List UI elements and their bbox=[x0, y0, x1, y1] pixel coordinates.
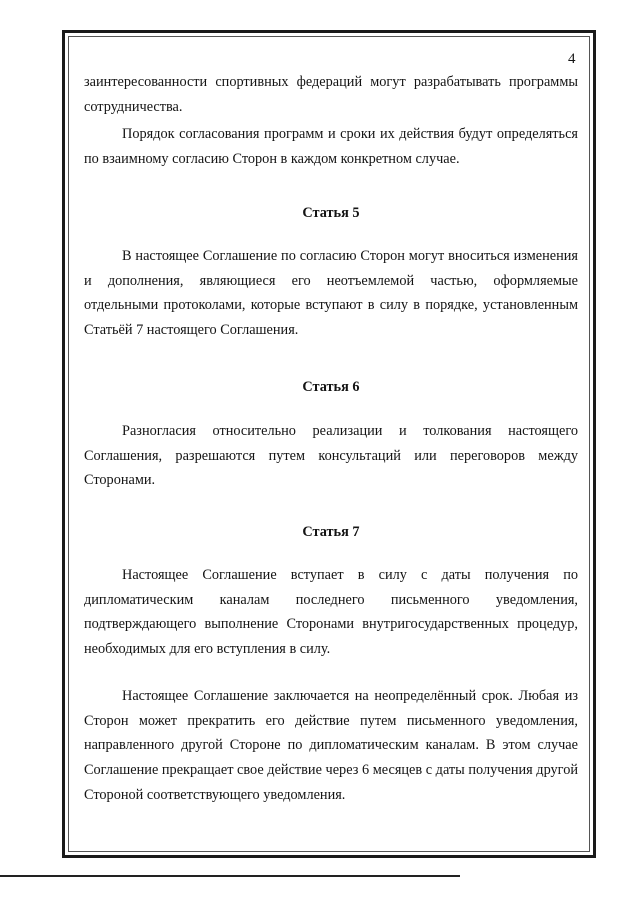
paragraph-program-agreement: Порядок согласования программ и сроки их действия будут определяться по взаимному согласию Сторон в каждом конкретном случае. bbox=[84, 126, 578, 167]
heading-article-5: Статья 5 bbox=[302, 205, 360, 221]
paragraph-article-6: Разногласия относительно реализации и толкования настоящего Соглашения, разрешаются путем консультаций или переговоров между Сторонами. bbox=[84, 423, 578, 489]
heading-article-6: Статья 6 bbox=[302, 379, 360, 395]
page-number: 4 bbox=[568, 51, 576, 67]
paragraph-article-5: В настоящее Соглашение по согласию Сторон могут вноситься изменения и дополнения, являющиеся его неотъемлемой частью, оформляемые отдельными протоколами, которые вступают в силу в порядке, установленным Статьёй 7 настоящего Соглашения. bbox=[84, 248, 578, 339]
paragraph-continuation: заинтересованности спортивных федераций могут разрабатывать программы сотрудничества. bbox=[84, 74, 578, 115]
paragraph-article-7-termination: Настоящее Соглашение заключается на неопределённый срок. Любая из Сторон может прекратить его действие путем письменного уведомления, направленного другой Стороне по дипломатическим каналам. В этом случае Соглашение прекращает свое действие через 6 месяцев с даты получения другой Стороной соответствующего уведомления. bbox=[84, 688, 578, 803]
bottom-scan-rule bbox=[0, 875, 460, 877]
paragraph-article-7-entry-into-force: Настоящее Соглашение вступает в силу с даты получения по дипломатическим каналам последнего письменного уведомления, подтверждающего выполнение Сторонами внутригосударственных процедур, необходимых для его вступления в силу. bbox=[84, 567, 578, 658]
heading-article-7: Статья 7 bbox=[302, 524, 360, 540]
